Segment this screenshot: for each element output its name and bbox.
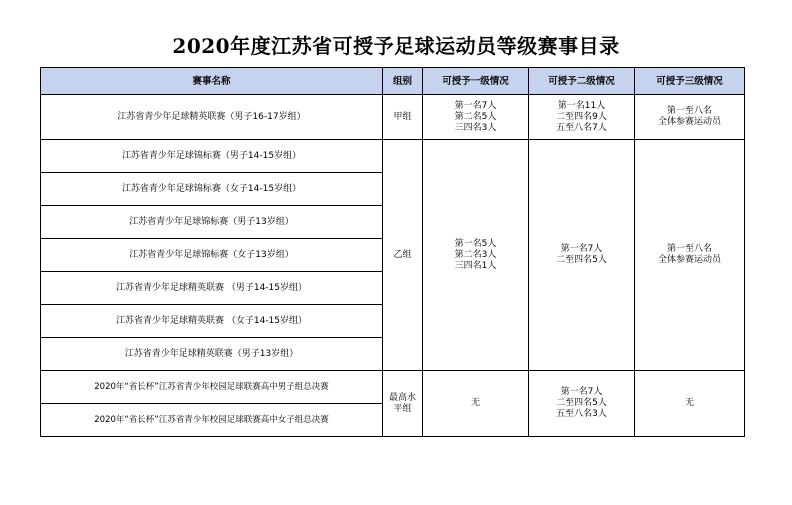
- group-cell: 乙组: [383, 140, 423, 371]
- level1-cell: 第一名5人 第二名3人 三四名1人: [423, 140, 529, 371]
- group-cell: 甲组: [383, 95, 423, 140]
- page-title: 2020年度江苏省可授予足球运动员等级赛事目录: [172, 34, 620, 58]
- level3-cell: 无: [635, 371, 745, 437]
- header-group: 组别: [383, 68, 423, 95]
- level3-cell: 第一至八名 全体参赛运动员: [635, 140, 745, 371]
- table-row: [41, 371, 745, 404]
- header-level1: 可授予一级情况: [423, 68, 529, 95]
- event-name: 江苏省青少年足球锦标赛（女子13岁组）: [41, 239, 383, 272]
- table-row: [41, 95, 745, 140]
- event-table: [40, 67, 745, 437]
- event-name: 江苏省青少年足球精英联赛（男子13岁组）: [41, 338, 383, 371]
- table-row: [41, 140, 745, 173]
- header-level2: 可授予二级情况: [529, 68, 635, 95]
- event-name: 江苏省青少年足球锦标赛（男子13岁组）: [41, 206, 383, 239]
- header-level3: 可授予三级情况: [635, 68, 745, 95]
- event-name: 江苏省青少年足球精英联赛 （男子14-15岁组）: [41, 272, 383, 305]
- level3-cell: 第一至八名 全体参赛运动员: [635, 95, 745, 140]
- level1-cell: 第一名7人 第二名5人 三四名3人: [423, 95, 529, 140]
- level2-cell: 第一名7人 二至四名5人: [529, 140, 635, 371]
- level2-cell: 第一名11人 二至四名9人 五至八名7人: [529, 95, 635, 140]
- group-cell: 最高水 平组: [383, 371, 423, 437]
- event-name: 江苏省青少年足球精英联赛（男子16-17岁组）: [41, 95, 383, 140]
- event-name: 江苏省青少年足球精英联赛 （女子14-15岁组）: [41, 305, 383, 338]
- event-name: 江苏省青少年足球锦标赛（男子14-15岁组）: [41, 140, 383, 173]
- event-name: 江苏省青少年足球锦标赛（女子14-15岁组）: [41, 173, 383, 206]
- level1-cell: 无: [423, 371, 529, 437]
- event-name: 2020年“省长杯”江苏省青少年校园足球联赛高中男子组总决赛: [41, 371, 383, 404]
- event-name: 2020年“省长杯”江苏省青少年校园足球联赛高中女子组总决赛: [41, 404, 383, 437]
- level2-cell: 第一名7人 二至四名5人 五至八名3人: [529, 371, 635, 437]
- header-event-name: 赛事名称: [41, 68, 383, 95]
- header-row: [41, 68, 745, 95]
